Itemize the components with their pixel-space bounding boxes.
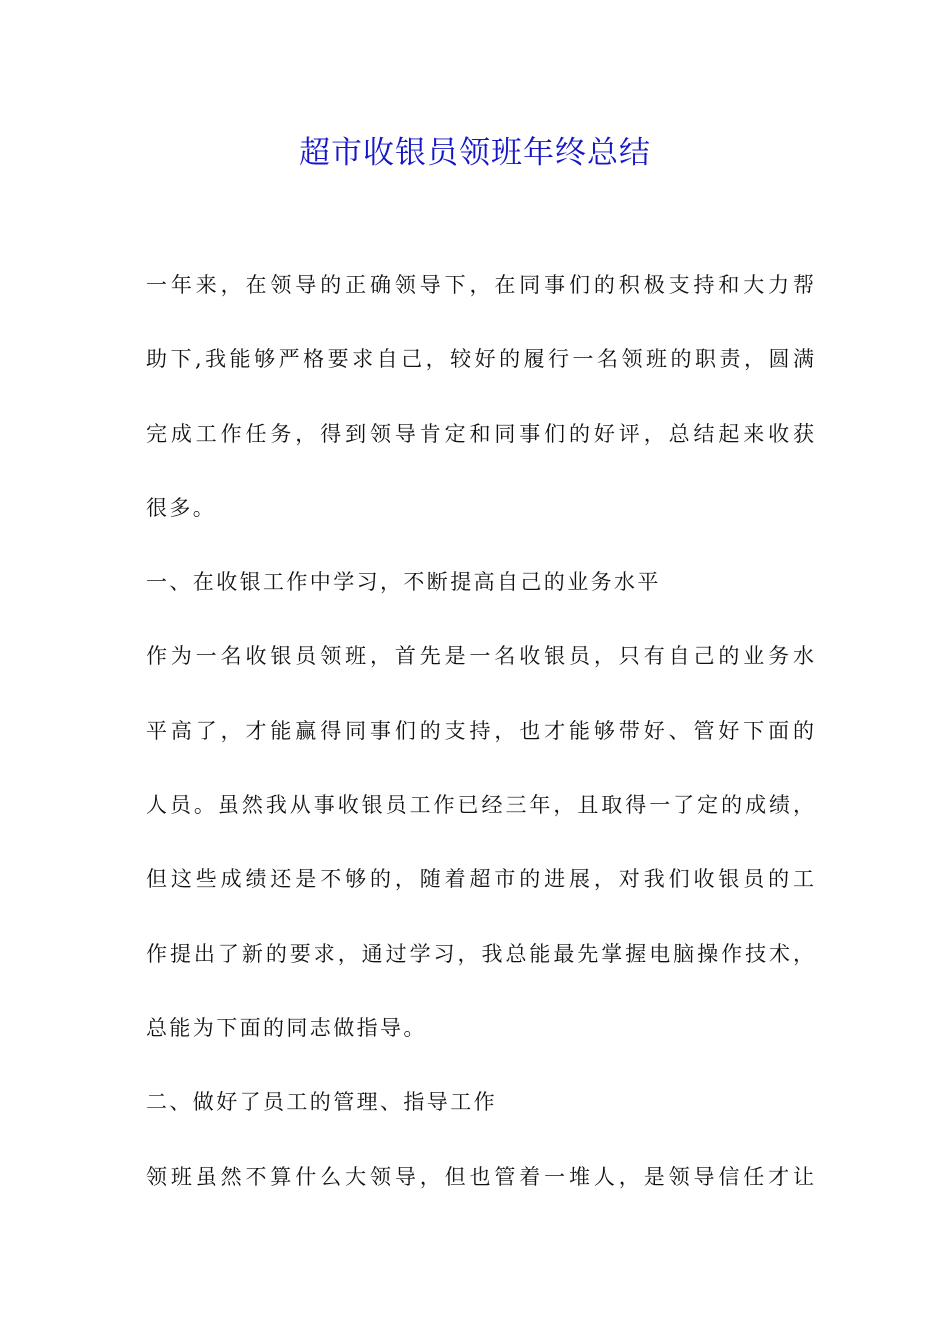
body-line: 很多。 <box>146 495 217 520</box>
document-body <box>146 261 814 1227</box>
body-line: 总能为下面的同志做指导。 <box>146 1015 427 1040</box>
body-line: 完成工作任务，得到领导肯定和同事们的好评，总结起来收获 <box>146 421 814 446</box>
body-line: 助下,我能够严格要求自己，较好的履行一名领班的职责，圆满 <box>146 347 814 372</box>
body-line: 一年来，在领导的正确领导下，在同事们的积极支持和大力帮 <box>146 273 814 297</box>
document-title: 超市收银员领班年终总结 <box>299 135 651 171</box>
body-line: 领班虽然不算什么大领导，但也管着一堆人，是领导信任才让 <box>146 1164 814 1189</box>
body-line: 平高了，才能赢得同事们的支持，也才能够带好、管好下面的 <box>146 718 814 743</box>
body-line: 作为一名收银员领班，首先是一名收银员，只有自己的业务水 <box>146 644 814 669</box>
section-heading-2: 二、做好了员工的管理、指导工作 <box>146 1090 497 1115</box>
body-line: 作提出了新的要求，通过学习，我总能最先掌握电脑操作技术， <box>146 941 814 966</box>
body-line: 人员。虽然我从事收银员工作已经三年，且取得一了定的成绩， <box>146 793 814 818</box>
body-line: 但这些成绩还是不够的，随着超市的进展，对我们收银员的工 <box>146 867 814 892</box>
section-heading-1: 一、在收银工作中学习，不断提高自己的业务水平 <box>146 570 661 595</box>
